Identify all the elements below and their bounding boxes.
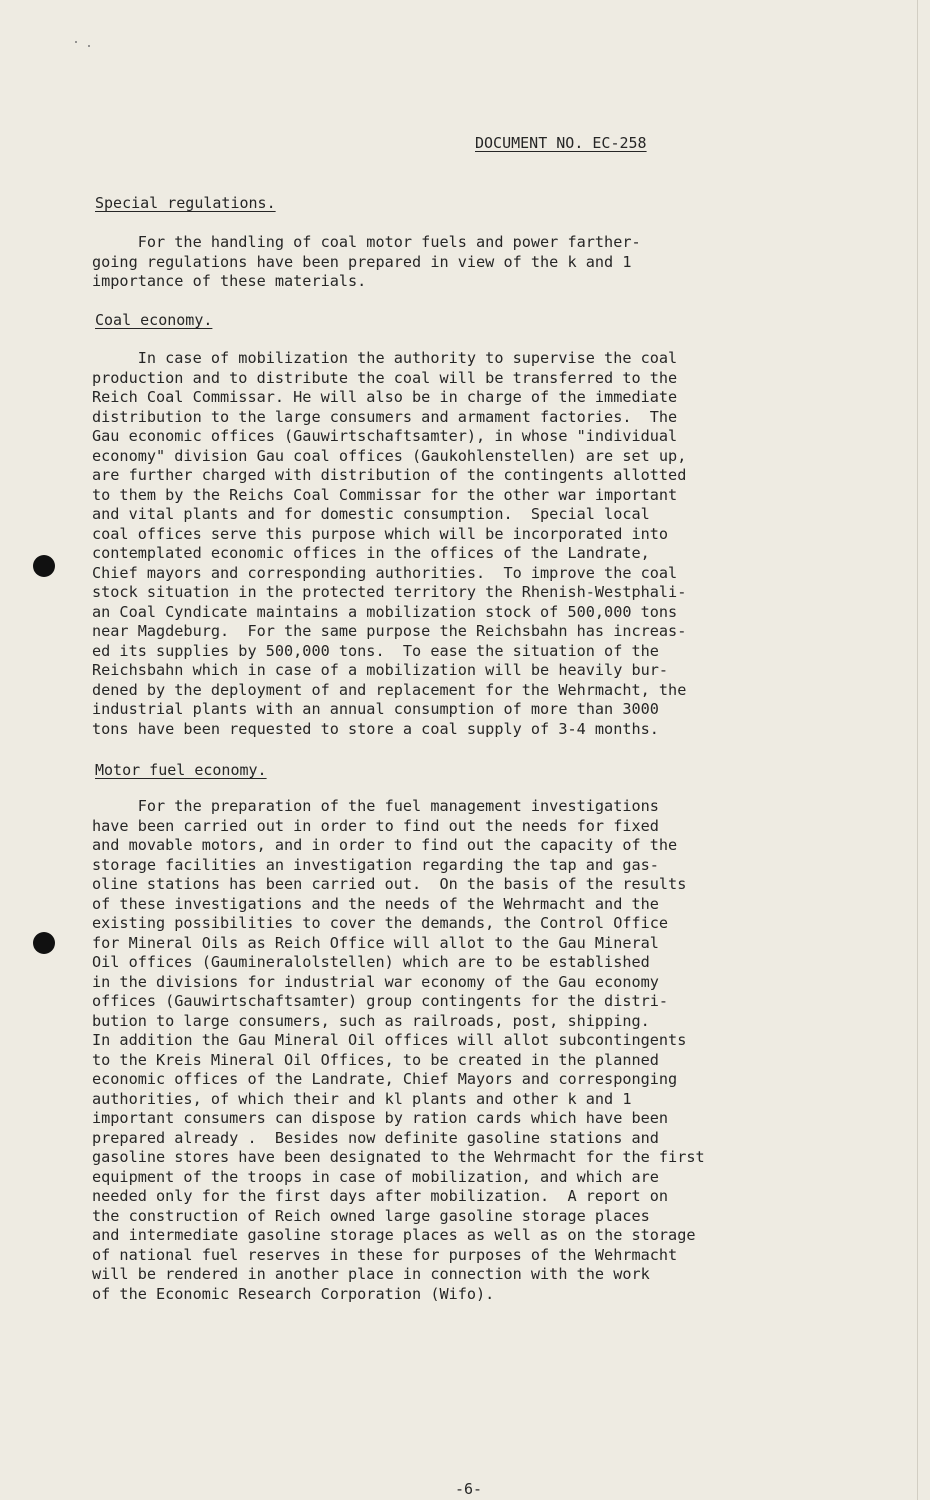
page-number: -6- <box>455 1480 483 1498</box>
heading-motor-fuel-economy: Motor fuel economy. <box>95 761 267 779</box>
paragraph-special-regulations: For the handling of coal motor fuels and power farther- going regulations have been prepared in view of the k and 1 importance of these materials. <box>92 233 641 290</box>
document-number: DOCUMENT NO. EC-258 <box>475 134 647 152</box>
page-edge-line <box>917 0 918 1500</box>
heading-coal-economy: Coal economy. <box>95 311 213 329</box>
paragraph-coal-economy: In case of mobilization the authority to supervise the coal production and to distribute the coal will be transferred to the Reich Coal Commissar. He will also be in charge of the immediate distribution to the large consumers and armament factories. The Gau economic offices (Gauwirtschaftsamter), in whose "individual economy" division Gau coal offices (Gaukohlenstellen) are set up, are further charged with distribution of the contingents allotted to them by the Reichs Coal Commissar for the other war important and vital plants and for domestic consumption. Special local coal offices serve this purpose which will be incorporated into contemplated economic offices in the offices of the Landrate, Chief mayors and corresponding authorities. To improve the coal stock situation in the protected territory the Rhenish-Westphali- an Coal Cyndicate maintains a mobilization stock of 500,000 tons near Magdeburg. For the same purpose the Reichsbahn has increas- ed its supplies by 500,000 tons. To ease the situation of the Reichsbahn which in case of a mobilization will be heavily bur- dened by the deployment of and replacement for the Wehrmacht, the industrial plants with an annual consumption of more than 3000 tons have been requested to store a coal supply of 3-4 months. <box>92 349 687 738</box>
paper-speck <box>75 41 77 43</box>
heading-special-regulations: Special regulations. <box>95 194 276 212</box>
punch-hole-upper <box>33 555 55 577</box>
paper-speck <box>88 45 90 47</box>
punch-hole-lower <box>33 932 55 954</box>
paragraph-motor-fuel-economy: For the preparation of the fuel management investigations have been carried out in order to find out the needs for fixed and movable motors, and in order to find out the capacity of the storage facilities an investigation regarding the tap and gas- oline stations has been carried out. On the basis of the results of these investigations and the needs of the Wehrmacht and the existing possibilities to cover the demands, the Control Office for Mineral Oils as Reich Office will allot to the Gau Mineral Oil offices (Gaumineralolstellen) which are to be established in the divisions for industrial war economy of the Gau economy offices (Gauwirtschaftsamter) group contingents for the distri- bution to large consumers, such as railroads, post, shipping. In addition the Gau Mineral Oil offices will allot subcontingents to the Kreis Mineral Oil Offices, to be created in the planned economic offices of the Landrate, Chief Mayors and corresponging authorities, of which their and kl plants and other k and 1 important consumers can dispose by ration cards which have been prepared already . Besides now definite gasoline stations and gasoline stores have been designated to the Wehrmacht for the first equipment of the troops in case of mobilization, and which are needed only for the first days after mobilization. A report on the construction of Reich owned large gasoline storage places and intermediate gasoline storage places as well as on the storage of national fuel reserves in these for purposes of the Wehrmacht will be rendered in another place in connection with the work of the Economic Research Corporation (Wifo). <box>92 797 705 1303</box>
